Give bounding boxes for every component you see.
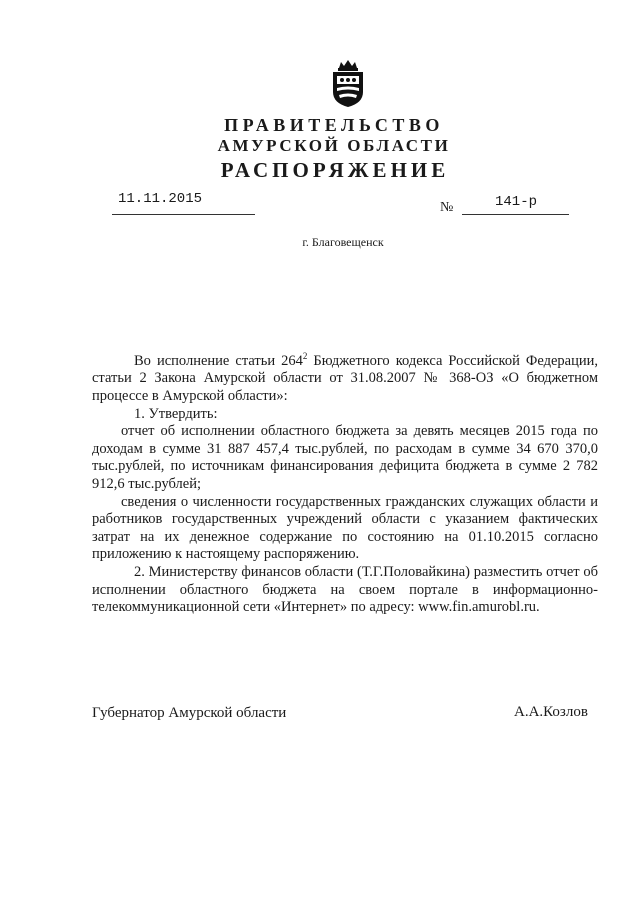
paragraph-staff-info: сведения о численности государственных гражданских служащих области и работников государственных учреждений области с указанием фактических затрат на их денежное содержание по состоянию на 01.10.2015 согласно приложению к настоящему распоряжению. bbox=[92, 493, 598, 563]
paragraph-preamble: Во исполнение статьи $264^2$ Бюджетного кодекса Российской Федерации, статьи 2 Закона Амурской области от 31.08.2007 № 368-ОЗ «О бюджетном процессе в Амурской области»: bbox=[92, 351, 599, 405]
document-date: 11.11.2015 bbox=[118, 191, 203, 207]
signatory-name: А.А.Козлов bbox=[514, 704, 588, 720]
document-number: 141-р bbox=[495, 194, 538, 210]
signatory-position: Губернатор Амурской области bbox=[92, 705, 287, 721]
number-underline bbox=[462, 214, 569, 215]
document-body bbox=[92, 348, 598, 617]
date-underline bbox=[112, 214, 255, 215]
region-title: АМУРСКОЙ ОБЛАСТИ bbox=[217, 136, 451, 155]
document-type-title: РАСПОРЯЖЕНИЕ bbox=[220, 158, 450, 182]
government-title: ПРАВИТЕЛЬСТВО bbox=[224, 115, 444, 135]
coat-of-arms-icon bbox=[329, 58, 367, 108]
paragraph-item-1: 1. Утвердить: bbox=[134, 405, 218, 422]
city-name: г. Благовещенск bbox=[302, 235, 384, 249]
number-label: № bbox=[440, 200, 454, 215]
paragraph-budget-report: отчет об исполнении областного бюджета за девять месяцев 2015 года по доходам в сумме 31 887 457,4 тыс.рублей, по расходам в сумме 34 670 370,0 тыс.рублей, по источникам финансирования дефицита бюджета в сумме 2 782 912,6 тыс.рублей; bbox=[92, 423, 598, 492]
paragraph-item-2: 2. Министерству финансов области (Т.Г.Половайкина) разместить отчет об исполнении областного бюджета на своем портале в информационно-телекоммуникационной сети «Интернет» по адресу: www.fin.amurobl.ru. bbox=[92, 563, 598, 616]
